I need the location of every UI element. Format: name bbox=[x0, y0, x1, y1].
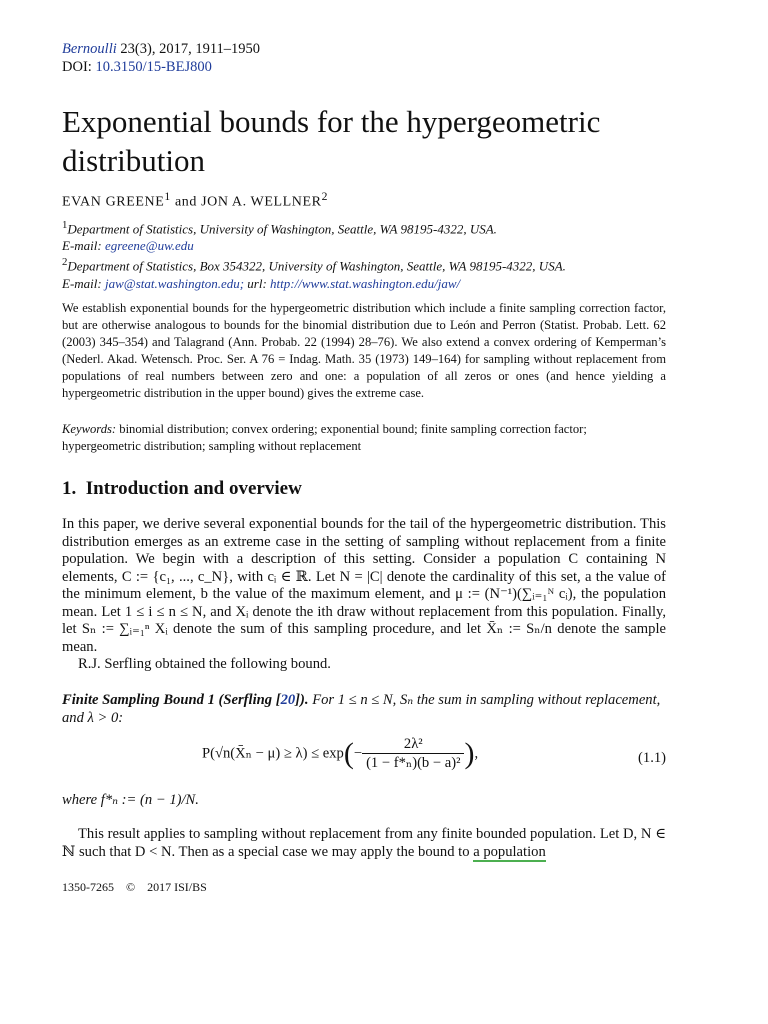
keywords-label: Keywords: bbox=[62, 422, 117, 436]
equation-1-1 bbox=[62, 736, 666, 780]
affiliation-1: $^1$Department of Statistics, University of Washington, Seattle, WA 98195-4322, USA. bbox=[62, 219, 497, 237]
abstract: We establish exponential bounds for the hypergeometric distribution which include a finite sampling correction factor, but are otherwise analogous to bounds for the binomial distribution due to León and Perron (Statist. Probab. Lett. 62 (2003) 345–354) and Talagrand (Ann. Probab. 22 (1994) 28–76). We also extend a convex ordering of Kemperman’s (Nederl. Akad. Wetensch. Proc. Ser. A 76 = Indag. Math. 35 (1973) 149–164) for sampling without replacement from populations of real numbers between zero and one: a population of all zeros or ones (and hence yielding a hypergeometric distribution in the upper bound) gives the extreme case. bbox=[62, 301, 666, 400]
doi-link[interactable]: 10.3150/15-BEJ800 bbox=[95, 59, 212, 75]
paragraph-2 bbox=[62, 825, 666, 861]
section-title: Introduction and overview bbox=[85, 478, 302, 499]
affiliation-1-email: E-mail: egreene@uw.edu bbox=[62, 238, 194, 254]
author-1-affil: 1 bbox=[164, 190, 171, 203]
issn: 1350-7265 bbox=[62, 880, 114, 894]
equation-numerator: 2λ² bbox=[362, 736, 464, 754]
equation-fraction bbox=[362, 736, 464, 772]
doi-line bbox=[62, 58, 666, 76]
author-1: EVAN GREENE bbox=[62, 194, 165, 210]
journal-header bbox=[62, 40, 666, 76]
journal-citation bbox=[62, 40, 666, 58]
intro-paragraph-1: In this paper, we derive several exponential bounds for the tail of the hypergeometric distribution. This distribution emerges as an extreme case in the setting of sampling without replacement from a finite population. We begin with a description of this setting. Consider a population C containing N elements, C := {c₁, ..., c_N}, with cᵢ ∈ ℝ. Let N = |C| denote the cardinality of this set, a the value of the minimum element, b the value of the maximum element, and μ := (N⁻¹)(∑ᵢ₌₁ᴺ cᵢ), the population mean. Let 1 ≤ i ≤ n ≤ N, and Xᵢ denote the ith draw without replacement from this population. Finally, let Sₙ := ∑ᵢ₌₁ⁿ Xᵢ denote the sum of this sampling procedure, and let X̄ₙ := Sₙ/n denote the sample mean. bbox=[62, 516, 666, 655]
where-clause: where f*ₙ := (n − 1)/N. bbox=[62, 792, 199, 808]
section-number: 1. bbox=[62, 478, 77, 499]
theorem-label: Finite Sampling Bound 1 (Serfling [20]). bbox=[62, 692, 309, 708]
paper-title: Exponential bounds for the hypergeometric distribution bbox=[62, 104, 601, 178]
affiliations bbox=[62, 217, 666, 292]
copyright-year: 2017 ISI/BS bbox=[147, 880, 207, 894]
keywords-text: binomial distribution; convex ordering; exponential bound; finite sampling correction factor; hypergeometric distribution; sampling without replacement bbox=[62, 422, 587, 453]
url-link[interactable]: http://www.stat.washington.edu/jaw/ bbox=[270, 275, 461, 291]
journal-citation-rest: 23(3), 2017, 1911–1950 bbox=[120, 41, 261, 57]
affiliation-2-email: E-mail: jaw@stat.washington.edu; url: http://www.stat.washington.edu/jaw/ bbox=[62, 275, 461, 291]
section-heading bbox=[62, 478, 666, 500]
author-2-affil: 2 bbox=[321, 190, 329, 203]
equation-expression: P(√n(X̄ₙ − μ) ≥ λ) ≤ exp(− $\frac{\text{2λ²}}{\text{(1 − f*ₙ)(b − a)²}}$ ), bbox=[202, 736, 479, 771]
doi-label: DOI: bbox=[62, 59, 92, 75]
copyright-symbol: © bbox=[126, 880, 136, 894]
keywords bbox=[62, 421, 666, 455]
equation-denominator: (1 − f*ₙ)(b − a)² bbox=[366, 755, 461, 771]
email-link[interactable]: jaw@stat.washington.edu; bbox=[104, 275, 245, 291]
page-footer bbox=[62, 880, 666, 895]
equation-lhs: P(√n(X̄ₙ − μ) ≥ λ) ≤ exp bbox=[202, 745, 344, 762]
intro-text bbox=[62, 516, 666, 674]
theorem-statement bbox=[62, 691, 666, 727]
affiliation-2: $^2$Department of Statistics, Box 354322, University of Washington, Seattle, WA 98195-4322, USA. bbox=[62, 256, 566, 274]
paragraph-2-text: This result applies to sampling without replacement from any finite bounded population. Let D, N ∈ ℕ such that D < N. Then as a special case we may apply the bound to bbox=[62, 826, 666, 860]
author-2: JON A. WELLNER bbox=[201, 194, 322, 210]
intro-paragraph-2: R.J. Serfling obtained the following bound. bbox=[78, 656, 331, 672]
citation-link[interactable]: 20 bbox=[280, 692, 296, 708]
theorem-text: For 1 ≤ n ≤ N, Sₙ the sum in sampling without replacement, and λ > 0: bbox=[62, 692, 661, 726]
highlighted-text[interactable]: a population bbox=[473, 844, 546, 860]
equation-number: (1.1) bbox=[638, 750, 666, 766]
journal-name[interactable]: Bernoulli bbox=[62, 41, 117, 57]
author-line bbox=[62, 190, 666, 211]
author-and: and bbox=[174, 194, 197, 210]
email-link[interactable]: egreene@uw.edu bbox=[104, 238, 194, 254]
